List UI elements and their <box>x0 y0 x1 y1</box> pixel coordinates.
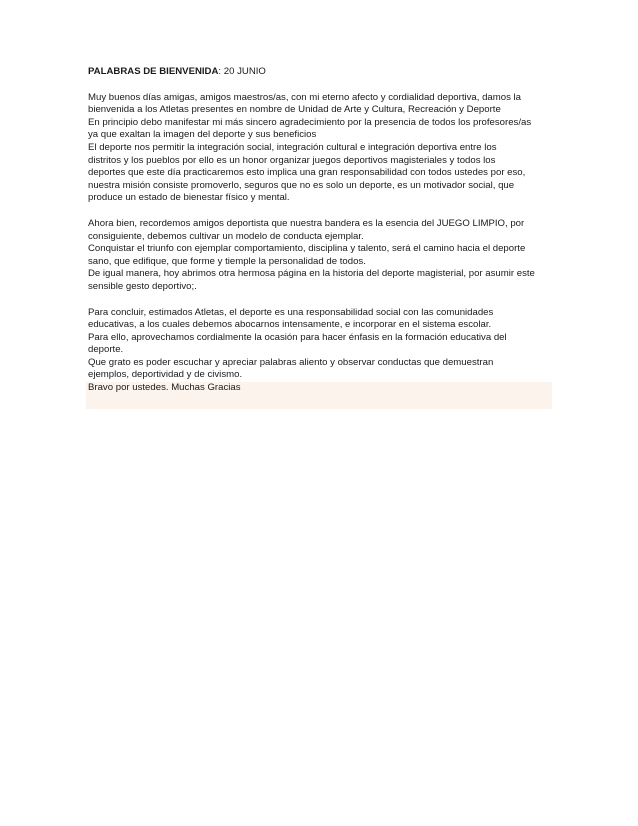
text-line: distritos y los pueblos por ello es un honor organizar juegos deportivos magisteriales y todos los <box>88 154 496 166</box>
text-line: sensible gesto deportivo;. <box>88 280 197 292</box>
text-line: El deporte nos permitir la integración social, integración cultural e integración deportiva entre los <box>88 141 497 153</box>
text-line: Para concluir, estimados Atletas, el deporte es una responsabilidad social con las comunidades <box>88 306 494 318</box>
text-line: En principio debo manifestar mi más sincero agradecimiento por la presencia de todos los profesores/as <box>88 116 532 128</box>
text-line: Conquistar el triunfo con ejemplar comportamiento, disciplina y talento, será el camino hacia el deporte <box>88 243 526 255</box>
text-line: sano, que edifique, que forme y tiemple la personalidad de todos. <box>88 255 366 267</box>
text-line: Para ello, aprovechamos cordialmente la ocasión para hacer énfasis en la formación educativa del <box>88 331 507 343</box>
paragraph-juego-limpio <box>88 218 552 294</box>
text-line: Muy buenos días amigas, amigos maestros/as, con mi eterno afecto y cordialidad deportiva, damos la <box>88 91 522 103</box>
text-line: Ahora bien, recordemos amigos deportista que nuestra bandera es la esencia del JUEGO LIMPIO, por <box>88 217 525 229</box>
title-heading: PALABRAS DE BIENVENIDA <box>88 66 219 77</box>
paragraph-conclusion <box>88 307 552 383</box>
document-title <box>88 66 552 79</box>
title-date: : 20 JUNIO <box>218 66 266 77</box>
text-line: produce un estado de bienestar físico y mental. <box>88 192 290 204</box>
text-line: deportes que este día practicaremos esto implica una gran responsabilidad con todos ustedes por eso, <box>88 167 526 179</box>
text-line: consiguiente, debemos cultivar un modelo de conducta ejemplar. <box>88 230 364 242</box>
text-line: educativas, a los cuales debemos abocarnos intensamente, e incorporar en el sistema escolar. <box>88 319 492 331</box>
closing-highlight <box>86 382 552 409</box>
text-line: deporte. <box>88 344 124 356</box>
text-line: bienvenida a los Atletas presentes en nombre de Unidad de Arte y Cultura, Recreación y Deporte <box>88 104 501 116</box>
text-line: Que grato es poder escuchar y apreciar palabras aliento y observar conductas que demuestran <box>88 356 494 368</box>
text-line: ejemplos, deportividad y de civismo. <box>88 369 243 381</box>
closing-line: Bravo por ustedes. Muchas Gracias <box>88 382 241 394</box>
document-page <box>88 66 552 409</box>
text-line: ya que exaltan la imagen del deporte y sus beneficios <box>88 129 317 141</box>
paragraph-welcome <box>88 92 552 205</box>
text-line: nuestra misión consiste promoverlo, seguros que no es solo un deporte, es un motivador social, que <box>88 179 515 191</box>
text-line: De igual manera, hoy abrimos otra hermosa página en la historia del deporte magisterial, por asumir este <box>88 268 535 280</box>
